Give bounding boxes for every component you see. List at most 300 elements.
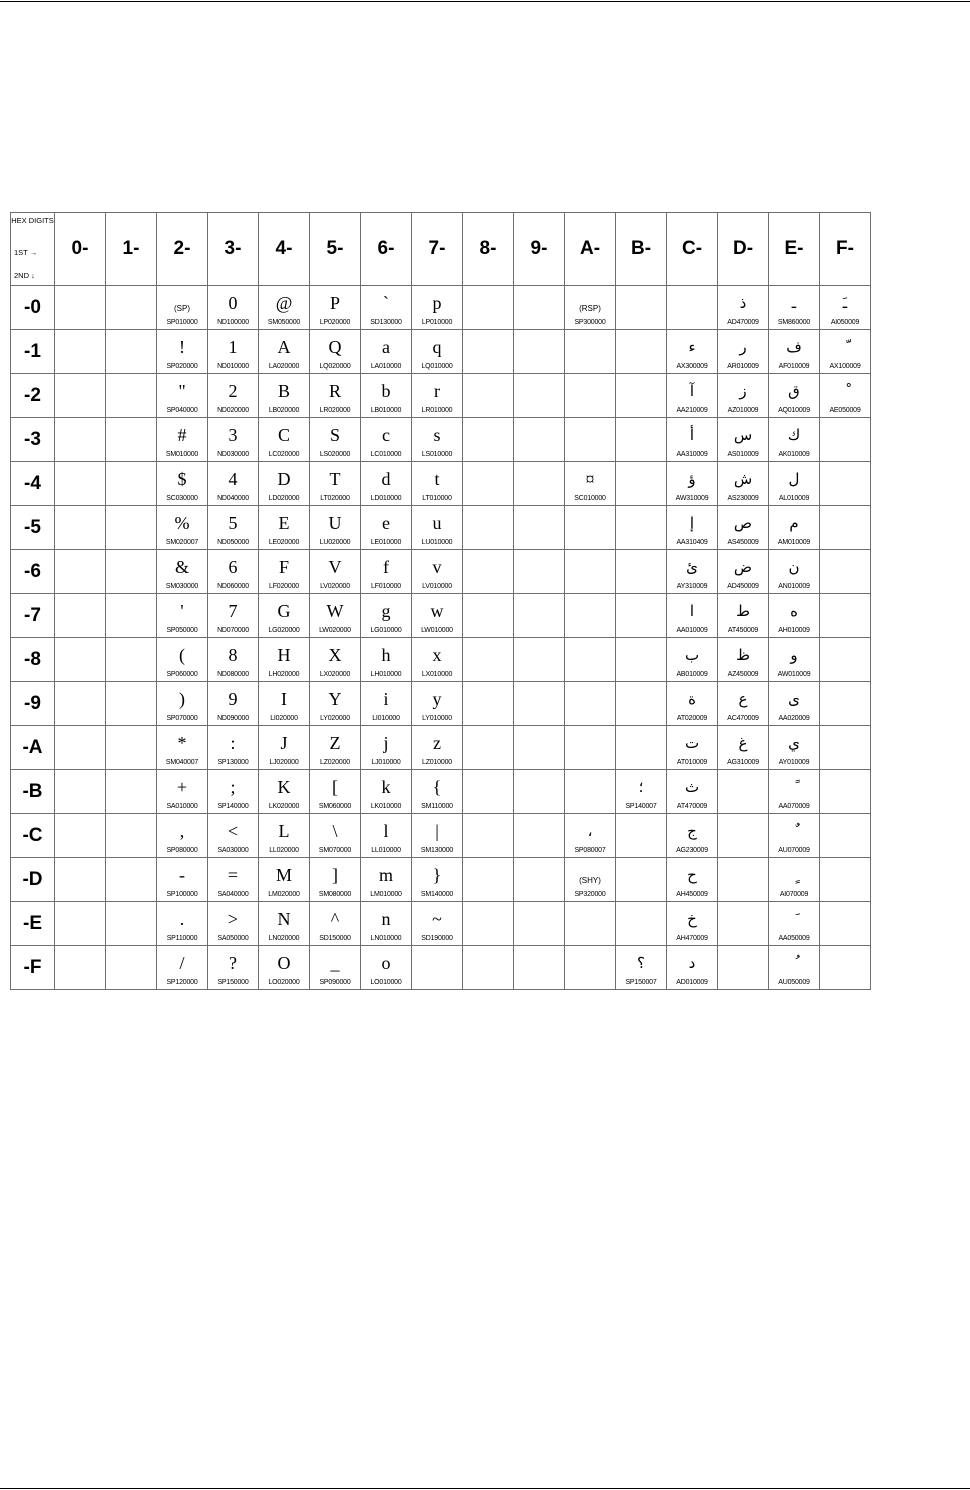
code-cell xyxy=(259,286,310,330)
cell-box xyxy=(769,902,819,945)
gcgid-label: LJ020000 xyxy=(269,759,299,766)
cell-box xyxy=(667,330,717,373)
column-header: E- xyxy=(769,213,820,286)
cell-box xyxy=(769,550,819,593)
cell-box xyxy=(157,286,207,329)
character-glyph: ! xyxy=(179,337,185,357)
empty-cell xyxy=(616,550,667,594)
gcgid-label: LU020000 xyxy=(319,539,351,546)
character-glyph: c xyxy=(382,425,390,445)
code-cell xyxy=(667,682,718,726)
character-glyph: و xyxy=(790,646,798,664)
code-cell xyxy=(718,682,769,726)
code-cell xyxy=(259,550,310,594)
cell-box xyxy=(565,462,615,505)
gcgid-label: LR020000 xyxy=(319,407,351,414)
gcgid-label: SC010000 xyxy=(574,495,606,502)
code-cell xyxy=(208,726,259,770)
cell-box xyxy=(463,418,513,461)
cell-box xyxy=(565,770,615,813)
gcgid-label: AD010009 xyxy=(676,979,708,986)
character-glyph: i xyxy=(383,689,389,709)
cell-box xyxy=(616,638,666,681)
row-header: -E xyxy=(11,902,55,946)
cell-box xyxy=(463,374,513,417)
character-glyph: V xyxy=(328,557,342,577)
gcgid-label: AK010009 xyxy=(778,451,810,458)
code-cell xyxy=(361,550,412,594)
character-glyph: D xyxy=(277,469,291,489)
gcgid-label: AU050009 xyxy=(778,979,810,986)
cell-box xyxy=(259,374,309,417)
table-row xyxy=(11,682,871,726)
cell-box xyxy=(463,462,513,505)
character-glyph: l xyxy=(383,821,389,841)
gcgid-label: SP010000 xyxy=(166,319,198,326)
character-glyph: ة xyxy=(688,690,696,708)
character-glyph: , xyxy=(179,821,185,841)
cell-box xyxy=(310,946,360,989)
character-glyph: ? xyxy=(229,953,237,973)
character-glyph: : xyxy=(230,733,236,753)
character-glyph: G xyxy=(277,601,291,621)
code-cell xyxy=(412,726,463,770)
cell-box xyxy=(769,946,819,989)
empty-cell xyxy=(55,770,106,814)
character-glyph: ] xyxy=(332,865,338,885)
column-header: 1- xyxy=(106,213,157,286)
gcgid-label: AI050009 xyxy=(830,319,860,326)
cell-box xyxy=(667,286,717,329)
gcgid-label: SP300000 xyxy=(574,319,606,326)
cell-box xyxy=(157,506,207,549)
gcgid-label: LF020000 xyxy=(269,583,299,590)
code-cell xyxy=(769,594,820,638)
cell-box xyxy=(55,374,105,417)
cell-box xyxy=(565,330,615,373)
code-cell xyxy=(667,726,718,770)
character-glyph: Q xyxy=(328,337,342,357)
gcgid-label: ND100000 xyxy=(217,319,249,326)
character-glyph: ) xyxy=(179,689,185,709)
cell-box xyxy=(718,682,768,725)
cell-box xyxy=(463,814,513,857)
gcgid-label: AA210009 xyxy=(676,407,708,414)
empty-cell xyxy=(514,550,565,594)
cell-box xyxy=(157,726,207,769)
cell-box xyxy=(514,418,564,461)
character-glyph: ( xyxy=(179,645,185,665)
cell-box xyxy=(463,770,513,813)
gcgid-label: LH010000 xyxy=(370,671,402,678)
gcgid-label: LI010000 xyxy=(372,715,400,722)
gcgid-label: SP040000 xyxy=(166,407,198,414)
character-glyph xyxy=(769,864,819,886)
table-row xyxy=(11,418,871,462)
code-cell xyxy=(208,330,259,374)
cell-box xyxy=(616,374,666,417)
empty-cell xyxy=(55,858,106,902)
character-glyph: j xyxy=(383,733,389,753)
cell-box xyxy=(361,330,411,373)
cell-box xyxy=(259,506,309,549)
character-glyph: " xyxy=(178,381,186,401)
empty-cell xyxy=(106,814,157,858)
empty-cell xyxy=(106,946,157,990)
empty-cell xyxy=(514,770,565,814)
gcgid-label: SP060000 xyxy=(166,671,198,678)
code-cell xyxy=(208,418,259,462)
cell-box xyxy=(412,550,462,593)
code-cell xyxy=(310,946,361,990)
cell-box xyxy=(463,902,513,945)
code-cell xyxy=(310,902,361,946)
column-header: 3- xyxy=(208,213,259,286)
code-cell xyxy=(412,330,463,374)
gcgid-label: LZ010000 xyxy=(422,759,452,766)
cell-box xyxy=(157,770,207,813)
cell-box xyxy=(310,330,360,373)
empty-cell xyxy=(463,330,514,374)
cell-box xyxy=(157,638,207,681)
gcgid-label: AL010009 xyxy=(778,495,810,502)
empty-cell xyxy=(463,902,514,946)
gcgid-label: SP070000 xyxy=(166,715,198,722)
cell-box xyxy=(208,858,258,901)
cell-box xyxy=(514,814,564,857)
character-glyph: # xyxy=(177,425,187,445)
gcgid-label: AA050009 xyxy=(778,935,810,942)
empty-cell xyxy=(820,594,871,638)
code-cell xyxy=(259,902,310,946)
cell-box xyxy=(106,418,156,461)
code-cell xyxy=(157,770,208,814)
cell-box xyxy=(769,286,819,329)
character-glyph: 0 xyxy=(228,293,238,313)
code-cell xyxy=(769,462,820,506)
cell-box xyxy=(106,902,156,945)
code-cell xyxy=(412,374,463,418)
gcgid-label: LI020000 xyxy=(270,715,298,722)
gcgid-label: LO020000 xyxy=(268,979,300,986)
empty-cell xyxy=(463,506,514,550)
cell-box xyxy=(820,814,870,857)
cell-box xyxy=(565,682,615,725)
gcgid-label: AF010009 xyxy=(778,363,810,370)
gcgid-label: SM860000 xyxy=(777,319,811,326)
code-cell xyxy=(259,858,310,902)
empty-cell xyxy=(55,638,106,682)
code-cell xyxy=(412,594,463,638)
table-row xyxy=(11,330,871,374)
character-glyph: ف xyxy=(786,338,802,356)
empty-cell xyxy=(55,462,106,506)
code-cell xyxy=(667,506,718,550)
empty-cell xyxy=(106,374,157,418)
gcgid-label: AH010009 xyxy=(778,627,810,634)
cell-box xyxy=(463,682,513,725)
character-glyph: ه xyxy=(790,602,798,620)
cell-box xyxy=(616,418,666,461)
empty-cell xyxy=(55,330,106,374)
cell-box xyxy=(718,814,768,857)
empty-cell xyxy=(565,550,616,594)
character-glyph: > xyxy=(227,909,239,929)
empty-cell xyxy=(514,858,565,902)
gcgid-label: SA030000 xyxy=(217,847,249,854)
code-cell xyxy=(157,682,208,726)
cell-box xyxy=(157,418,207,461)
cell-box xyxy=(514,726,564,769)
cell-box xyxy=(718,946,768,989)
character-glyph: ¤ xyxy=(585,469,595,489)
gcgid-label: AS450009 xyxy=(727,539,759,546)
cell-box xyxy=(565,594,615,637)
gcgid-label: AT010009 xyxy=(676,759,708,766)
cell-box xyxy=(412,682,462,725)
code-cell xyxy=(259,682,310,726)
character-glyph: S xyxy=(329,425,340,445)
code-cell xyxy=(157,814,208,858)
character-glyph: m xyxy=(378,865,393,885)
empty-cell xyxy=(55,418,106,462)
code-cell xyxy=(769,902,820,946)
cell-box xyxy=(667,462,717,505)
gcgid-label: SD150000 xyxy=(319,935,351,942)
row-header: -1 xyxy=(11,330,55,374)
gcgid-label: LC020000 xyxy=(268,451,300,458)
character-glyph: p xyxy=(432,293,442,313)
character-glyph: | xyxy=(435,821,439,841)
table-row xyxy=(11,374,871,418)
gcgid-label: SP140007 xyxy=(625,803,657,810)
character-glyph: r xyxy=(434,381,440,401)
gcgid-label: AQ010009 xyxy=(778,407,810,414)
cell-box xyxy=(514,594,564,637)
empty-cell xyxy=(55,506,106,550)
empty-cell xyxy=(820,726,871,770)
cell-box xyxy=(259,594,309,637)
empty-cell xyxy=(55,726,106,770)
row-header: -B xyxy=(11,770,55,814)
gcgid-label: AB010009 xyxy=(676,671,708,678)
character-glyph: ; xyxy=(230,777,236,797)
cell-box xyxy=(55,550,105,593)
character-glyph: إ xyxy=(689,514,695,532)
code-cell xyxy=(718,726,769,770)
gcgid-label: LE010000 xyxy=(370,539,402,546)
character-glyph: w xyxy=(430,601,444,621)
gcgid-label: LS010000 xyxy=(421,451,453,458)
gcgid-label: LJ010000 xyxy=(371,759,401,766)
first-digit-label: 1ST → xyxy=(14,248,38,257)
empty-cell xyxy=(616,814,667,858)
code-cell xyxy=(667,418,718,462)
cell-box xyxy=(820,286,870,329)
gcgid-label: AA010009 xyxy=(676,627,708,634)
cell-box xyxy=(718,374,768,417)
gcgid-label: LS020000 xyxy=(319,451,351,458)
cell-box xyxy=(208,682,258,725)
character-glyph xyxy=(769,776,819,798)
code-cell xyxy=(769,858,820,902)
code-cell xyxy=(157,286,208,330)
gcgid-label: SM030000 xyxy=(165,583,199,590)
cell-box xyxy=(565,946,615,989)
code-cell xyxy=(412,286,463,330)
cell-box xyxy=(310,726,360,769)
column-header: 4- xyxy=(259,213,310,286)
code-cell xyxy=(616,946,667,990)
cell-box xyxy=(769,814,819,857)
cell-box xyxy=(463,946,513,989)
empty-cell xyxy=(514,594,565,638)
character-glyph: @ xyxy=(275,293,293,313)
cell-box xyxy=(55,946,105,989)
character-glyph: 6 xyxy=(228,557,238,577)
gcgid-label: AA310009 xyxy=(676,451,708,458)
cell-box xyxy=(616,814,666,857)
cell-box xyxy=(259,418,309,461)
cell-box xyxy=(361,682,411,725)
character-glyph: x xyxy=(432,645,442,665)
cell-box xyxy=(769,726,819,769)
empty-cell xyxy=(565,418,616,462)
cell-box xyxy=(769,374,819,417)
gcgid-label: LD020000 xyxy=(268,495,300,502)
character-glyph: y xyxy=(432,689,442,709)
empty-cell xyxy=(820,902,871,946)
cell-box xyxy=(820,330,870,373)
empty-cell xyxy=(106,330,157,374)
character-glyph: ` xyxy=(383,293,389,313)
gcgid-label: SP150000 xyxy=(217,979,249,986)
cell-box xyxy=(310,770,360,813)
code-cell xyxy=(310,418,361,462)
table-body xyxy=(11,286,871,990)
cell-box xyxy=(667,594,717,637)
gcgid-label: LB010000 xyxy=(370,407,402,414)
cell-box xyxy=(667,902,717,945)
gcgid-label: SD190000 xyxy=(421,935,453,942)
code-cell xyxy=(667,550,718,594)
gcgid-label: SM080000 xyxy=(318,891,352,898)
character-glyph: } xyxy=(432,865,442,885)
code-page-table xyxy=(10,212,871,990)
cell-box xyxy=(361,902,411,945)
cell-box xyxy=(616,682,666,725)
code-cell xyxy=(769,374,820,418)
code-cell xyxy=(667,330,718,374)
empty-cell xyxy=(565,682,616,726)
cell-box xyxy=(259,330,309,373)
empty-cell xyxy=(565,770,616,814)
gcgid-label: AZ450009 xyxy=(727,671,759,678)
code-cell xyxy=(310,726,361,770)
cell-box xyxy=(667,682,717,725)
gcgid-label: LB020000 xyxy=(268,407,300,414)
cell-box xyxy=(616,770,666,813)
code-cell xyxy=(157,858,208,902)
cell-box xyxy=(106,858,156,901)
cell-box xyxy=(259,286,309,329)
gcgid-label: AY310009 xyxy=(676,583,708,590)
gcgid-label: AM010009 xyxy=(777,539,811,546)
empty-cell xyxy=(514,330,565,374)
cell-box xyxy=(157,902,207,945)
character-glyph: ر xyxy=(739,338,747,356)
cell-box xyxy=(208,902,258,945)
gcgid-label: LX010000 xyxy=(421,671,453,678)
empty-cell xyxy=(565,594,616,638)
cell-box xyxy=(361,550,411,593)
cell-box xyxy=(412,506,462,549)
column-header: 7- xyxy=(412,213,463,286)
code-cell xyxy=(361,638,412,682)
code-cell xyxy=(412,462,463,506)
gcgid-label: LZ020000 xyxy=(320,759,350,766)
cell-box xyxy=(565,506,615,549)
code-cell xyxy=(412,858,463,902)
empty-cell xyxy=(616,462,667,506)
character-glyph: M xyxy=(275,865,292,885)
cell-box xyxy=(514,286,564,329)
character-glyph: = xyxy=(227,865,239,885)
gcgid-label: SA040000 xyxy=(217,891,249,898)
character-glyph: \ xyxy=(332,821,338,841)
cell-box xyxy=(667,770,717,813)
code-cell xyxy=(310,286,361,330)
character-glyph: F xyxy=(278,557,289,577)
cell-box xyxy=(106,726,156,769)
cell-box xyxy=(820,902,870,945)
top-rule xyxy=(0,1,970,2)
empty-cell xyxy=(463,770,514,814)
code-cell xyxy=(310,638,361,682)
character-glyph: z xyxy=(433,733,441,753)
empty-cell xyxy=(55,374,106,418)
character-glyph: & xyxy=(174,557,189,577)
cell-box xyxy=(769,858,819,901)
table-row xyxy=(11,286,871,330)
gcgid-label: SP090000 xyxy=(319,979,351,986)
code-cell xyxy=(310,506,361,550)
empty-cell xyxy=(463,682,514,726)
character-glyph: ق xyxy=(788,382,800,400)
character-glyph: 3 xyxy=(228,425,238,445)
cell-box xyxy=(820,858,870,901)
empty-cell xyxy=(820,858,871,902)
gcgid-label: LL010000 xyxy=(371,847,401,854)
cell-box xyxy=(412,858,462,901)
gcgid-label: SM060000 xyxy=(318,803,352,810)
cell-box xyxy=(463,330,513,373)
empty-cell xyxy=(565,506,616,550)
gcgid-label: SP100000 xyxy=(166,891,198,898)
empty-cell xyxy=(463,726,514,770)
character-glyph: $ xyxy=(177,469,187,489)
cell-box xyxy=(106,462,156,505)
cell-box xyxy=(55,506,105,549)
code-cell xyxy=(565,286,616,330)
cell-box xyxy=(514,330,564,373)
code-cell xyxy=(565,462,616,506)
character-glyph: P xyxy=(329,293,340,313)
character-glyph xyxy=(769,908,819,930)
character-glyph: ـَ xyxy=(842,294,848,312)
cell-box xyxy=(55,814,105,857)
code-cell xyxy=(667,374,718,418)
